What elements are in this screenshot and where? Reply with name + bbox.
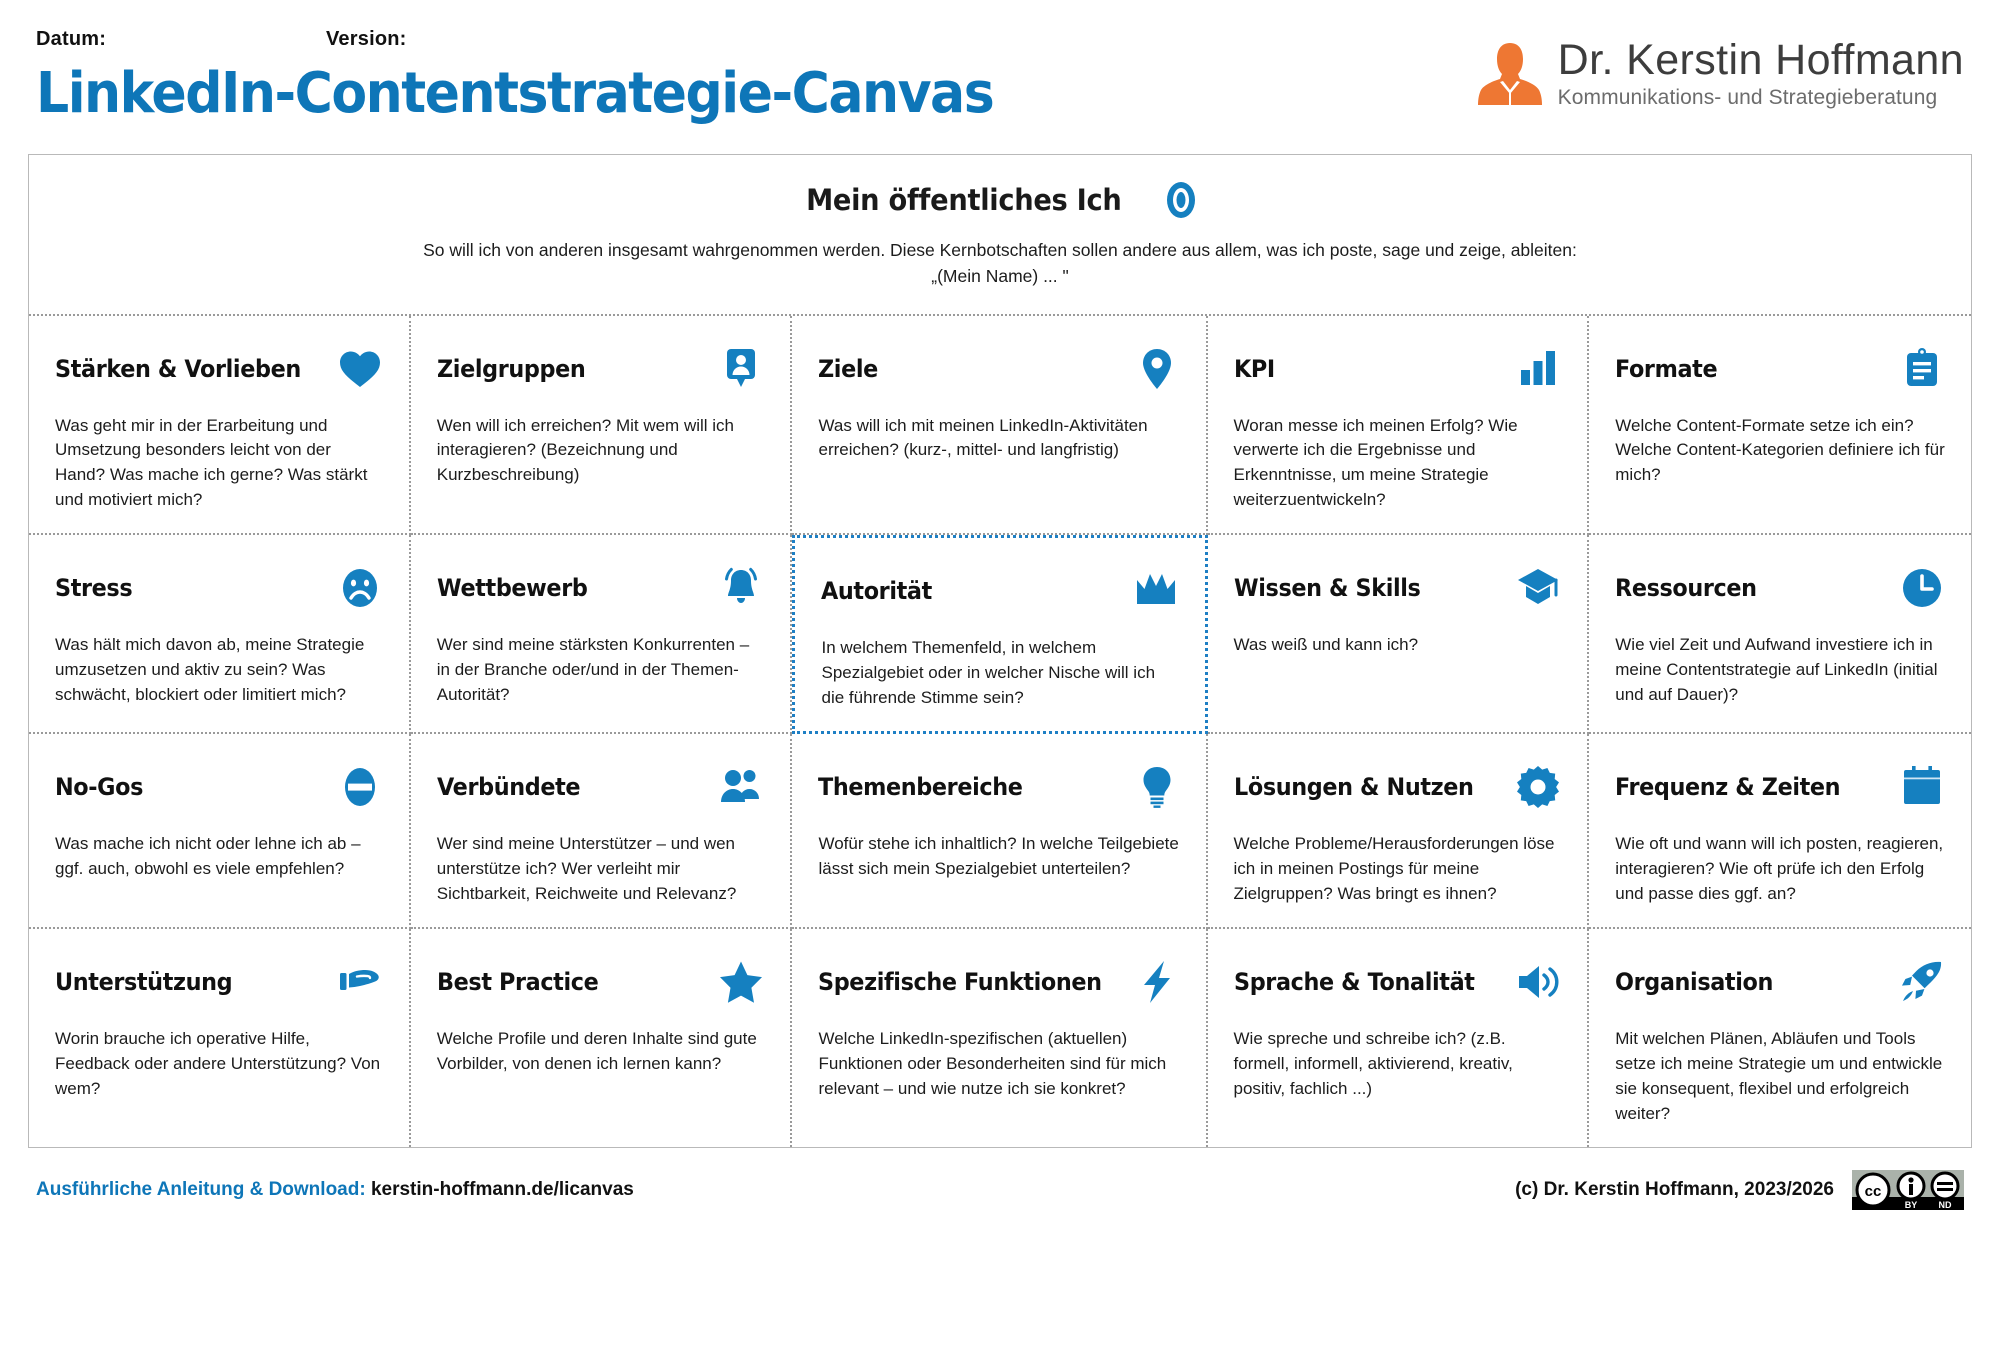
cell-title: Best Practice	[436, 968, 599, 997]
cell-title: Verbündete	[436, 773, 580, 802]
lightning-bolt-icon	[1134, 959, 1180, 1005]
banner-title: Mein öffentliches Ich	[806, 183, 1122, 217]
canvas-cell[interactable]	[29, 316, 411, 536]
map-pin-icon	[1134, 346, 1180, 392]
cell-body: Welche Content-Formate setze ich ein? Welche Content-Kategorien definiere ich für mich?	[1615, 415, 1945, 485]
canvas-cell[interactable]	[1208, 734, 1590, 929]
cell-body: Worin brauche ich operative Hilfe, Feedback oder andere Unterstützung? Von wem?	[55, 1029, 381, 1099]
cell-header	[1234, 565, 1562, 611]
cell-header	[437, 764, 765, 810]
page-header	[28, 0, 1972, 150]
cell-title: Unterstützung	[55, 968, 233, 997]
cell-header	[55, 346, 383, 392]
logo-text	[1558, 38, 1964, 110]
cell-title: Wissen & Skills	[1233, 574, 1420, 603]
cell-body: In welchem Themenfeld, in welchem Spezialgebiet oder in welcher Nische will ich die führende Stimme sein?	[821, 638, 1156, 708]
cell-title: Stress	[55, 574, 133, 603]
clock-icon	[1899, 565, 1945, 611]
copyright-text: (c) Dr. Kerstin Hoffmann, 2023/2026	[1515, 1179, 1834, 1201]
canvas-cell[interactable]	[411, 316, 793, 536]
eye-icon	[1158, 177, 1204, 223]
cell-header	[818, 764, 1179, 810]
cell-title: Autorität	[821, 577, 933, 606]
cell-header	[818, 346, 1179, 392]
banner-desc-line1: So will ich von anderen insgesamt wahrgenommen werden. Diese Kernbotschaften sollen andere aus allem, was ich poste, sage und zeige, ableiten:	[423, 240, 1577, 260]
cell-header	[1234, 959, 1562, 1005]
heart-icon	[337, 346, 383, 392]
cell-header	[1234, 764, 1562, 810]
cell-title: Ziele	[818, 354, 879, 383]
canvas-cell[interactable]	[1589, 929, 1971, 1147]
svg-text:cc: cc	[1864, 1183, 1882, 1201]
banner-title-row	[29, 177, 1971, 223]
cell-header	[55, 959, 383, 1005]
cell-body: Was geht mir in der Erarbeitung und Umsetzung besonders leicht von der Hand? Was mache ich gerne? Was stärkt und motiviert mich?	[55, 415, 368, 510]
canvas-cell[interactable]	[411, 734, 793, 929]
svg-text:ND: ND	[1938, 1200, 1952, 1211]
lightbulb-icon	[1134, 764, 1180, 810]
canvas-cell[interactable]	[411, 535, 793, 734]
cell-body: Wer sind meine stärksten Konkurrenten – in der Branche oder/und in der Themen-Autorität?	[436, 635, 750, 705]
calendar-icon	[1899, 764, 1945, 810]
canvas-cell[interactable]	[29, 535, 411, 734]
cell-body: Woran messe ich meinen Erfolg? Wie verwerte ich die Ergebnisse und Erkenntnisse, um meine Strategie weiterzuentwickeln?	[1233, 415, 1518, 510]
cell-body: Wen will ich erreichen? Mit wem will ich interagieren? (Bezeichnung und Kurzbeschreibung)	[436, 415, 735, 485]
cell-title: Organisation	[1615, 968, 1774, 997]
cell-title: Frequenz & Zeiten	[1615, 773, 1841, 802]
cell-title: Themenbereiche	[818, 773, 1023, 802]
canvas-cell[interactable]	[1589, 535, 1971, 734]
cell-header	[55, 764, 383, 810]
canvas-cell[interactable]	[1208, 316, 1590, 536]
cell-title: Wettbewerb	[436, 574, 588, 603]
cell-header	[1615, 565, 1945, 611]
cell-body: Mit welchen Plänen, Abläufen und Tools setze ich meine Strategie um und entwickle sie konsequent, flexibel und erfolgreich weiter?	[1615, 1029, 1943, 1124]
canvas-cell[interactable]	[29, 929, 411, 1147]
canvas-cell[interactable]	[1589, 734, 1971, 929]
cell-body: Welche Probleme/Herausforderungen löse ich in meinen Postings für meine Zielgruppen? Was bringt es ihnen?	[1233, 834, 1555, 904]
cell-title: Formate	[1615, 354, 1718, 383]
cell-header	[1615, 764, 1945, 810]
person-badge-icon	[718, 346, 764, 392]
canvas-cell[interactable]	[29, 734, 411, 929]
cell-header	[818, 959, 1179, 1005]
cell-title: Zielgruppen	[436, 354, 586, 383]
download-label: Ausführliche Anleitung & Download:	[36, 1179, 366, 1201]
cell-body: Was hält mich davon ab, meine Strategie umzusetzen und aktiv zu sein? Was schwächt, blockiert oder limitiert mich?	[55, 635, 365, 705]
helping-hand-icon	[337, 959, 383, 1005]
cell-body: Was will ich mit meinen LinkedIn-Aktivitäten erreichen? (kurz-, mittel- und langfristig)	[818, 415, 1148, 460]
gear-icon	[1515, 764, 1561, 810]
speaker-icon	[1515, 959, 1561, 1005]
graduation-cap-icon	[1515, 565, 1561, 611]
page-footer	[28, 1148, 1972, 1210]
cell-body: Was mache ich nicht oder lehne ich ab – ggf. auch, obwohl es viele empfehlen?	[55, 834, 361, 879]
cell-title: Stärken & Vorlieben	[55, 354, 301, 383]
star-icon	[718, 959, 764, 1005]
cell-header	[55, 565, 383, 611]
cell-body: Wie viel Zeit und Aufwand investiere ich in meine Contentstrategie auf LinkedIn (initial und auf Dauer)?	[1615, 635, 1938, 705]
page-title: LinkedIn-Contentstrategie-Canvas	[36, 61, 994, 126]
download-url[interactable]: kerstin-hoffmann.de/licanvas	[370, 1179, 634, 1201]
canvas-cell[interactable]	[1208, 535, 1590, 734]
person-silhouette-icon	[1476, 41, 1544, 107]
public-self-banner	[29, 155, 1971, 316]
brand-logo	[1476, 38, 1964, 110]
footer-right	[1515, 1170, 1964, 1210]
canvas-cell[interactable]	[792, 535, 1207, 734]
cell-body: Wie oft und wann will ich posten, reagieren, interagieren? Wie oft prüfe ich den Erfolg und passe dies ggf. an?	[1615, 834, 1944, 904]
download-info	[36, 1179, 634, 1201]
cc-by-nd-badge-icon	[1852, 1170, 1964, 1210]
cell-body: Was weiß und kann ich?	[1233, 635, 1419, 655]
two-people-icon	[718, 764, 764, 810]
cell-header	[1615, 346, 1945, 392]
canvas-cell[interactable]	[792, 734, 1207, 929]
cell-body: Welche Profile und deren Inhalte sind gute Vorbilder, von denen ich lernen kann?	[436, 1029, 757, 1074]
cell-body: Wie spreche und schreibe ich? (z.B. formell, informell, aktivierend, kreativ, positiv, fachlich ...)	[1233, 1029, 1513, 1099]
canvas-grid	[29, 316, 1971, 1148]
bell-icon	[718, 565, 764, 611]
cell-title: Spezifische Funktionen	[818, 968, 1103, 997]
version-label: Version:	[326, 28, 407, 50]
cell-title: No-Gos	[55, 773, 143, 802]
canvas-cell[interactable]	[792, 929, 1207, 1147]
bar-chart-icon	[1515, 346, 1561, 392]
cell-body: Welche LinkedIn-spezifischen (aktuellen) Funktionen oder Besonderheiten sind für mich relevant – und wie nutze ich sie konkret?	[818, 1029, 1167, 1099]
cell-header	[437, 565, 765, 611]
cell-header	[437, 346, 765, 392]
cell-title: Sprache & Tonalität	[1233, 968, 1475, 997]
cell-title: Ressourcen	[1615, 574, 1757, 603]
canvas-cell[interactable]	[411, 929, 793, 1147]
banner-desc-line2: „(Mein Name) ... "	[931, 266, 1069, 287]
logo-subtitle: Kommunikations- und Strategieberatung	[1557, 86, 1938, 110]
cell-body: Wer sind meine Unterstützer – und wen unterstütze ich? Wer verleiht mir Sichtbarkeit, Reichweite und Relevanz?	[436, 834, 737, 904]
datum-label: Datum:	[36, 28, 107, 50]
canvas-frame	[28, 154, 1972, 1148]
rocket-icon	[1899, 959, 1945, 1005]
canvas-cell[interactable]	[1208, 929, 1590, 1147]
cell-body: Wofür stehe ich inhaltlich? In welche Teilgebiete lässt sich mein Spezialgebiet unterteilen?	[818, 834, 1179, 879]
cell-title: KPI	[1233, 354, 1275, 383]
banner-description	[29, 237, 1971, 290]
cell-header	[437, 959, 765, 1005]
svg-text:BY: BY	[1904, 1200, 1918, 1211]
canvas-cell[interactable]	[792, 316, 1207, 536]
no-entry-icon	[337, 764, 383, 810]
logo-name: Dr. Kerstin Hoffmann	[1557, 36, 1964, 84]
cell-header	[1234, 346, 1562, 392]
cell-title: Lösungen & Nutzen	[1233, 773, 1474, 802]
canvas-cell[interactable]	[1589, 316, 1971, 536]
sad-face-icon	[337, 565, 383, 611]
clipboard-icon	[1899, 346, 1945, 392]
cell-header	[1615, 959, 1945, 1005]
cell-header	[821, 568, 1178, 614]
crown-icon	[1133, 568, 1179, 614]
